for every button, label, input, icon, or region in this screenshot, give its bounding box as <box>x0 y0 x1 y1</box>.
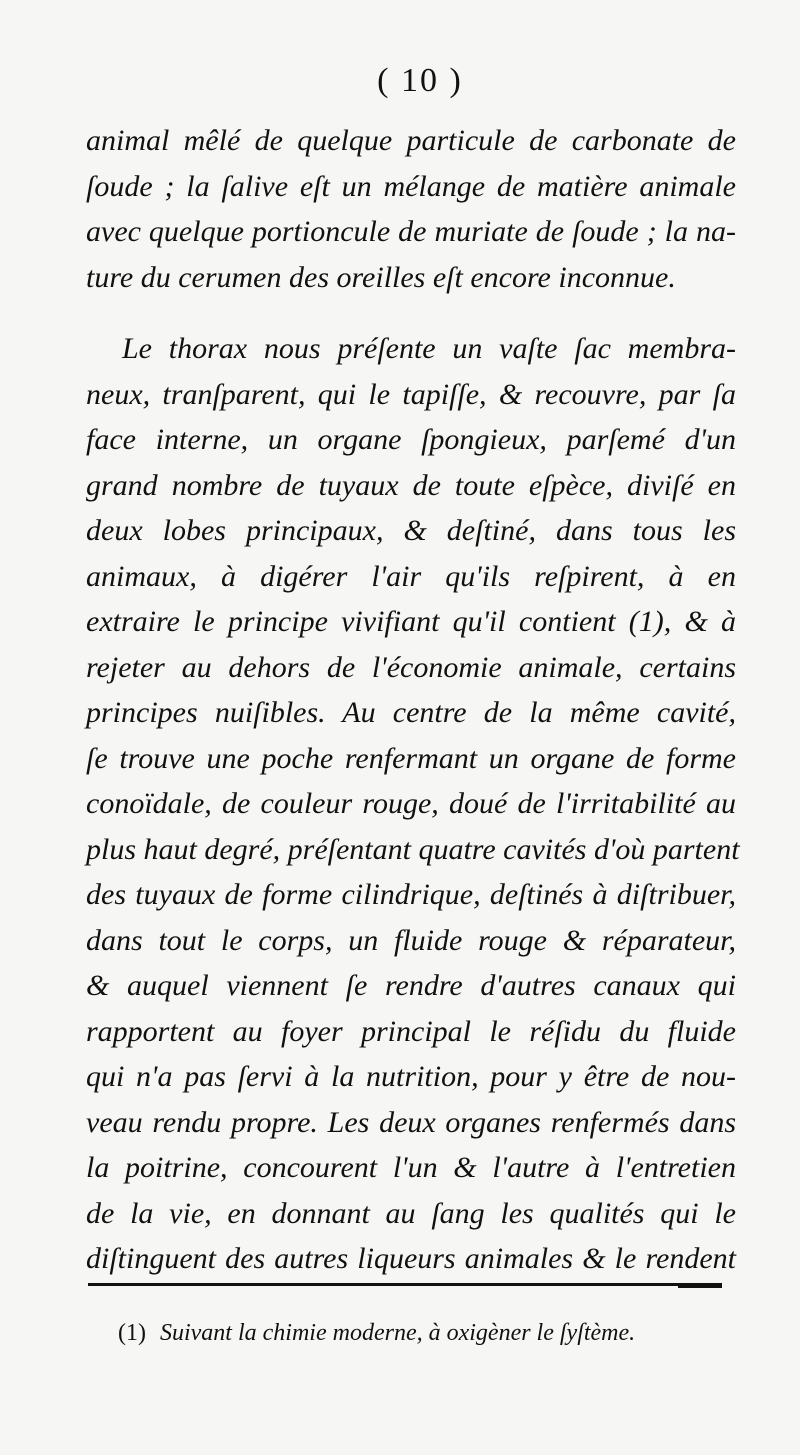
text-line: Le thorax nous préſente un vaſte ſac membra- <box>122 332 736 365</box>
text-line: deux lobes principaux, & deſtiné, dans tous les <box>86 514 736 547</box>
text-line: extraire le principe vivifiant qu'il contient (1), & à <box>86 605 736 638</box>
text-line: animaux, à digérer l'air qu'ils reſpirent, à en <box>86 559 736 593</box>
footnote-rule-segment <box>678 1286 722 1288</box>
text-line: rejeter au dehors de l'économie animale, certains <box>86 650 736 684</box>
text-line: neux, tranſparent, qui le tapiſſe, & recouvre, par ſa <box>86 377 736 411</box>
text-line: conoïdale, de couleur rouge, doué de l'irritabilité au <box>86 787 736 820</box>
text-line: la poitrine, concourent l'un & l'autre à l'entretien <box>86 1151 736 1184</box>
paragraph-2 <box>86 326 740 1282</box>
footnote-text: Suivant la chimie moderne, à oxigèner le ſyſtème. <box>159 1320 636 1346</box>
footnote-rule <box>88 1283 722 1286</box>
body-text <box>86 118 740 1282</box>
footnote <box>118 1320 635 1347</box>
text-line: de la vie, en donnant au ſang les qualités qui le <box>86 1196 736 1230</box>
paragraph-gap <box>86 300 736 326</box>
text-line: plus haut degré, préſentant quatre cavités d'où partent <box>86 832 740 866</box>
text-line: rapportent au foyer principal le réſidu du fluide <box>86 1014 736 1048</box>
text-line: dans tout le corps, un fluide rouge & réparateur, <box>86 923 736 957</box>
text-line: ture du cerumen des oreilles eſt encore inconnue. <box>86 260 676 294</box>
text-line: principes nuiſibles. Au centre de la même cavité, <box>86 696 736 729</box>
footnote-marker: (1) <box>118 1320 146 1346</box>
text-line: face interne, un organe ſpongieux, parſemé d'un <box>86 423 736 456</box>
text-line: des tuyaux de forme cilindrique, deſtinés à diſtribuer, <box>86 878 736 911</box>
text-line: diſtinguent des autres liqueurs animales & le rendent <box>86 1242 736 1275</box>
text-line: grand nombre de tuyaux de toute eſpèce, diviſé en <box>86 468 736 502</box>
text-line: ſoude ; la ſalive eſt un mélange de matière animale <box>86 169 736 203</box>
text-line: animal mêlé de quelque particule de carbonate de <box>86 124 736 157</box>
text-line: & auquel viennent ſe rendre d'autres canaux qui <box>86 969 736 1002</box>
text-line: veau rendu propre. Les deux organes renfermés dans <box>86 1105 736 1139</box>
page-number: ( 10 ) <box>377 62 463 99</box>
text-line: qui n'a pas ſervi à la nutrition, pour y être de nou- <box>86 1060 736 1093</box>
text-line: ſe trouve une poche renfermant un organe de forme <box>86 741 736 775</box>
text-line: avec quelque portioncule de muriate de ſoude ; la na- <box>86 215 736 248</box>
paragraph-1 <box>86 118 736 300</box>
